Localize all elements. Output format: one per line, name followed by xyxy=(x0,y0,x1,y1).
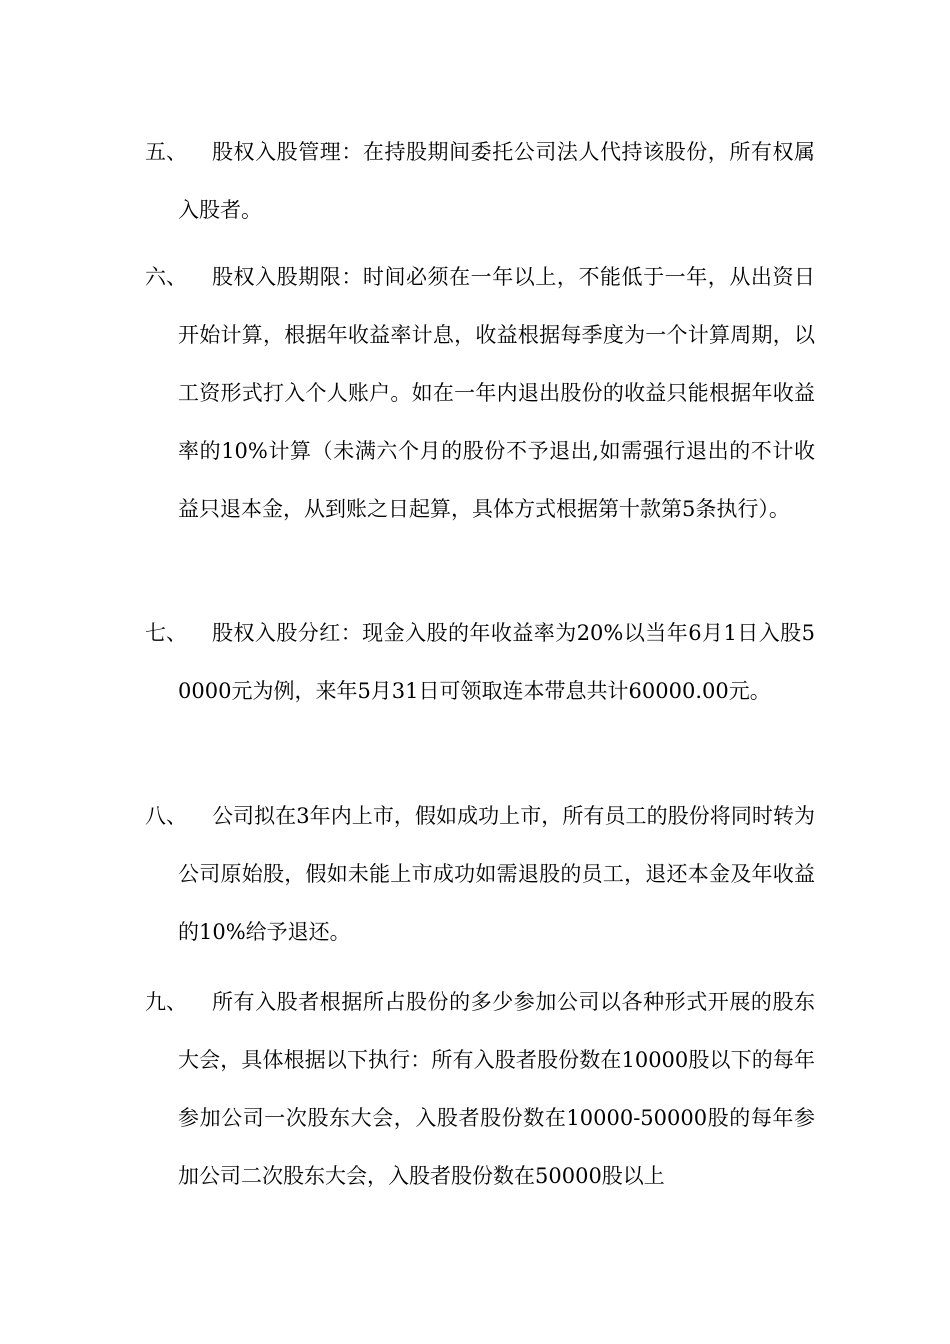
clause-number: 六、 xyxy=(145,265,187,289)
clause-6 xyxy=(145,248,815,538)
clause-text: 股权入股分红：现金入股的年收益率为20%以当年6月1日入股50000元为例，来年5月31日可领取连本带息共计60000.00元。 xyxy=(178,621,815,703)
clause-8 xyxy=(145,787,815,961)
clause-text: 公司拟在3年内上市，假如成功上市，所有员工的股份将同时转为公司原始股，假如未能上市成功如需退股的员工，退还本金及年收益的10%给予退还。 xyxy=(178,804,815,944)
clause-number: 五、 xyxy=(145,140,187,164)
clause-5 xyxy=(145,123,815,239)
clause-7 xyxy=(145,604,815,720)
clause-text: 股权入股管理：在持股期间委托公司法人代持该股份，所有权属入股者。 xyxy=(178,140,815,222)
clause-text: 所有入股者根据所占股份的多少参加公司以各种形式开展的股东大会，具体根据以下执行：所有入股者股份数在10000股以下的每年参加公司一次股东大会，入股者股份数在10000-50000股的每年参加公司二次股东大会，入股者股份数在50000股以上 xyxy=(178,990,815,1188)
clause-number: 七、 xyxy=(145,621,187,645)
clause-text: 股权入股期限：时间必须在一年以上，不能低于一年，从出资日开始计算，根据年收益率计息，收益根据每季度为一个计算周期，以工资形式打入个人账户。如在一年内退出股份的收益只能根据年收益率的10%计算（未满六个月的股份不予退出,如需强行退出的不计收益只退本金，从到账之日起算，具体方式根据第十款第5条执行）。 xyxy=(178,265,815,521)
clause-9 xyxy=(145,973,815,1205)
clause-number: 八、 xyxy=(145,804,187,828)
clause-number: 九、 xyxy=(145,990,187,1014)
